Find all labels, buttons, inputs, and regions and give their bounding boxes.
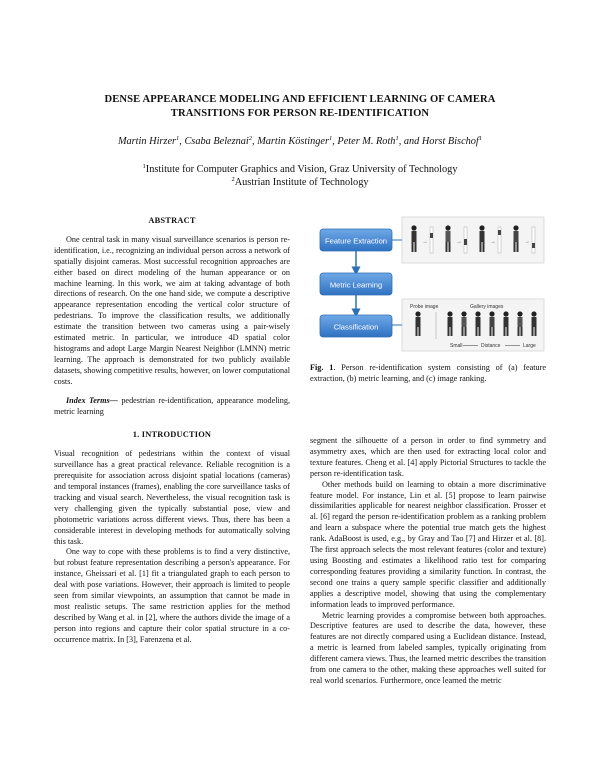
- author: Martin Köstinger$^1$,: [257, 135, 338, 147]
- affiliations: [60, 163, 540, 189]
- figure-caption-label: Fig. 1: [310, 363, 334, 372]
- right-paragraph-2: Other methods build on learning to obtain a more discriminative feature model. For instance, Lin et al. [5] propose to learn pairwise dissimilarities applicable for nearest neighbor classification. Prosser et al. [6] regard the person re-identification problem as a ranking problem and learn a subspace where the potential true match gets the highest rank. AdaBoost is used, e.g., by Gray and Tao [7] and Hirzer et al. [8]. The first approach selects the most relevant features (color and texture) using Boosting and estimates a likelihood ratio test for comparing corresponding features providing a similarity function. In contrast, the second one trains a query sample specific classifier and additionally applies a descriptive model, showing that using the complementary information leads to improved performance.: [310, 479, 546, 609]
- index-terms-text: pedestrian re-identification, appearance modeling, metric learning: [54, 395, 291, 416]
- figure-caption-text: . Person re-identification system consisting of (a) feature extraction, (b) metric learning, and (c) image ranking.: [310, 363, 547, 383]
- svg-text:→: →: [490, 239, 496, 245]
- scale-small-label: Small: [450, 343, 463, 349]
- title-line-1: DENSE APPEARANCE MODELING AND EFFICIENT LEARNING OF CAMERA: [104, 94, 496, 105]
- abstract-text: One central task in many visual surveillance scenarios is person re-identification, i.e., recognizing an individual person across a network of spatially disjoint cameras. Most successful recognition approaches are either based on direct modeling of the human appearance or on machine learning. In this work, we aim at taking advantage of both directions of research. On the one hand side, we compute a descriptive appearance representation encoding the vertical color structure of pedestrians. To improve the classification results, we additionally estimate the transition between two cameras using a pair-wisely estimated metric. In particular, we introduce 4D spatial color histograms and adopt Large Margin Nearest Neighbor (LMNN) metric learning. The approach is demonstrated for two publicly available datasets, showing competitive results, however, on lower computational costs.: [54, 234, 290, 386]
- pipeline-diagram: [310, 215, 546, 355]
- index-terms-label: Index Terms—: [66, 395, 118, 405]
- abstract-heading: ABSTRACT: [148, 216, 196, 225]
- right-column: [310, 436, 546, 687]
- title-line-2: TRANSITIONS FOR PERSON RE-IDENTIFICATION: [170, 108, 430, 119]
- author-list: [40, 135, 560, 148]
- svg-text:→: →: [422, 239, 428, 245]
- intro-paragraph-1: Visual recognition of pedestrians within the context of visual surveillance has a great practical relevance. Reliable recognition is a prerequisite for association across disjoint spatial locations (cameras) and temporal instances (frames), enabling the core surveillance tasks of tracking and visual search. Nevertheless, the visual recognition task is very challenging given the typically substantial pose, view and photometric variations across different views. Thus, there has been a considerable interest in developing methods for automatically solving this task.: [54, 449, 290, 546]
- right-paragraph-1: segment the silhouette of a person in order to find symmetry and asymmetry axes, which are then used for extracting local color and texture features. Cheng et al. [4] apply Pictorial Structures to tackle the person re-identification task.: [310, 436, 546, 478]
- figure-caption: [310, 363, 546, 385]
- intro-paragraph-2: One way to cope with these problems is to find a very distinctive, but robust feature representation describing a person's appearance. For instance, Gheissari et al. [1] fit a triangulated graph to each person to deal with pose variations. However, their approach is limited to people seen from similar viewpoints, an assumption that cannot be made in most realistic setups. The same restriction applies for the method described by Wang et al. in [2], where the authors divide the image of a person into regions and capture their color spatial structure in a co-occurrence matrix. In [3], Farenzena et al.: [54, 547, 290, 644]
- classification-label: Classification: [333, 322, 379, 332]
- affiliation-1: $^1$Institute for Computer Graphics and Vision, Graz University of Technology: [142, 163, 458, 175]
- affiliation-2: $^2$Austrian Institute of Technology: [231, 176, 369, 188]
- svg-text:→: →: [524, 239, 530, 245]
- author: Horst Bischof$^1$: [421, 135, 483, 147]
- left-column: [54, 216, 290, 646]
- figure-1: [310, 215, 546, 355]
- author: Csaba Beleznai$^2$,: [184, 135, 258, 147]
- right-paragraph-3: Metric learning provides a compromise between both approaches. Descriptive features are used to describe the data, however, these features are not directly compared using a Euclidean distance. Instead, a metric is learned from labeled samples, typically originating from different camera views. Thus, the learned metric describes the transition from one camera to the other, making these approaches well suited for real world scenarios. Furthermore, once learned the metric: [310, 610, 546, 685]
- author: Peter M. Roth$^1$, and: [337, 135, 422, 147]
- introduction-heading: 1. INTRODUCTION: [132, 430, 212, 440]
- probe-label: Probe image: [410, 304, 439, 310]
- metric-learning-label: Metric Learning: [329, 280, 383, 290]
- scale-large-label: Large: [523, 343, 536, 349]
- scale-distance-label: Distance: [481, 343, 501, 349]
- index-terms: [54, 396, 290, 418]
- svg-text:→: →: [456, 239, 462, 245]
- author: Martin Hirzer$^1$,: [117, 135, 185, 147]
- gallery-label: Gallery images: [470, 304, 504, 310]
- feature-extraction-label: Feature Extraction: [324, 236, 388, 246]
- paper-title: [60, 93, 540, 121]
